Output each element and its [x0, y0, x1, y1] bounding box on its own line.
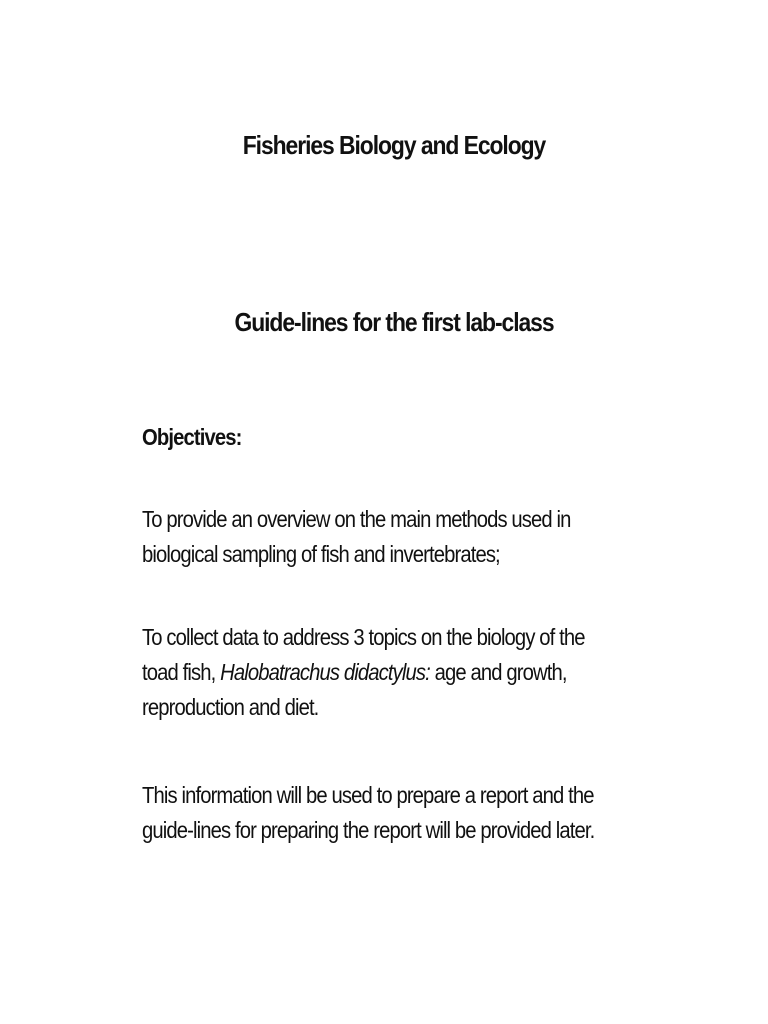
paragraph-2-line-2-prefix: toad fish,: [142, 659, 221, 685]
paragraph-3-line-1: This information will be used to prepare a report and the: [142, 782, 594, 808]
objectives-heading: Objectives:: [142, 424, 242, 450]
paragraph-2-line-3: reproduction and diet.: [142, 694, 319, 720]
paragraph-1-line-1: To provide an overview on the main methods used in: [142, 506, 571, 532]
objective-paragraph-2: [142, 620, 600, 725]
paragraph-2-line-2: [142, 655, 600, 690]
objective-paragraph-1: [142, 502, 600, 572]
paragraph-1-line-2: biological sampling of fish and invertebrates;: [142, 541, 500, 567]
paragraph-2-line-1: To collect data to address 3 topics on the biology of the: [142, 624, 585, 650]
objective-paragraph-3: [142, 778, 600, 848]
document-title: Fisheries Biology and Ecology: [242, 130, 546, 160]
paragraph-2-line-2-suffix: age and growth,: [429, 659, 567, 685]
document-subtitle: Guide-lines for the first lab-class: [234, 307, 554, 337]
paragraph-3-line-2: guide-lines for preparing the report will be provided later.: [142, 817, 595, 843]
species-name: Halobatrachus didactylus:: [220, 659, 430, 685]
